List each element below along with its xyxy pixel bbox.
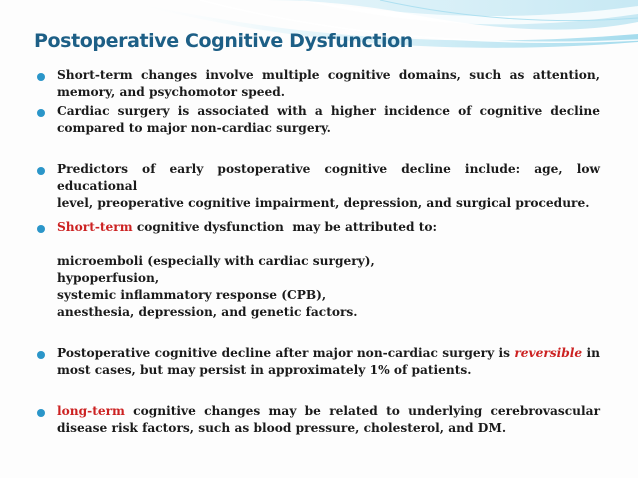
bullet-text-line — [57, 403, 600, 420]
highlight-term: Short-term — [57, 220, 133, 234]
sub-item: microemboli (especially with cardiac surgery), — [57, 254, 375, 268]
bullet-dot — [37, 109, 45, 117]
bullet-text-line — [57, 219, 600, 236]
bullet-item — [57, 161, 600, 212]
bullet-text: cognitive dysfunction may be attributed to: — [132, 220, 437, 234]
bullet-item — [57, 403, 600, 437]
bullet-item — [57, 103, 600, 137]
bullet-dot — [37, 167, 45, 175]
bullet-dot — [37, 225, 45, 233]
slide-title: Postoperative Cognitive Dysfunction — [34, 30, 413, 52]
bullet-text-line: level, preoperative cognitive impairment, depression, and surgical procedure. — [57, 196, 590, 210]
bullet-dot — [37, 351, 45, 359]
bullet-text: cognitive changes may be related to underlying cerebrovascular — [124, 404, 600, 418]
bullet-text-line: Short-term changes involve multiple cognitive domains, such as attention, — [57, 68, 600, 82]
bullet-item — [57, 67, 600, 101]
highlight-term: long-term — [57, 404, 125, 418]
bullet-text-line — [57, 345, 600, 362]
bullet-text-line: Predictors of early postoperative cognitive decline include: age, low educational — [57, 162, 600, 193]
bullet-text-line: compared to major non-cardiac surgery. — [57, 121, 331, 135]
sub-item: hypoperfusion, — [57, 271, 160, 285]
bullet-dot — [37, 73, 45, 81]
bullet-text-line: disease risk factors, such as blood pressure, cholesterol, and DM. — [57, 421, 507, 435]
bullet-item — [57, 345, 600, 379]
bullet-text-line: Cardiac surgery is associated with a higher incidence of cognitive decline — [57, 104, 600, 118]
bullet-text-line: memory, and psychomotor speed. — [57, 85, 285, 99]
highlight-term: reversible — [514, 346, 583, 360]
sub-item: systemic inflammatory response (CPB), — [57, 288, 327, 302]
bullet-text-line: most cases, but may persist in approximately 1% of patients. — [57, 363, 472, 377]
bullet-text: Postoperative cognitive decline after major non-cardiac surgery is — [57, 346, 515, 360]
sub-item: anesthesia, depression, and genetic factors. — [57, 305, 358, 319]
bullet-text: in — [582, 346, 600, 360]
bullet-dot — [37, 409, 45, 417]
bullet-item — [57, 219, 600, 321]
